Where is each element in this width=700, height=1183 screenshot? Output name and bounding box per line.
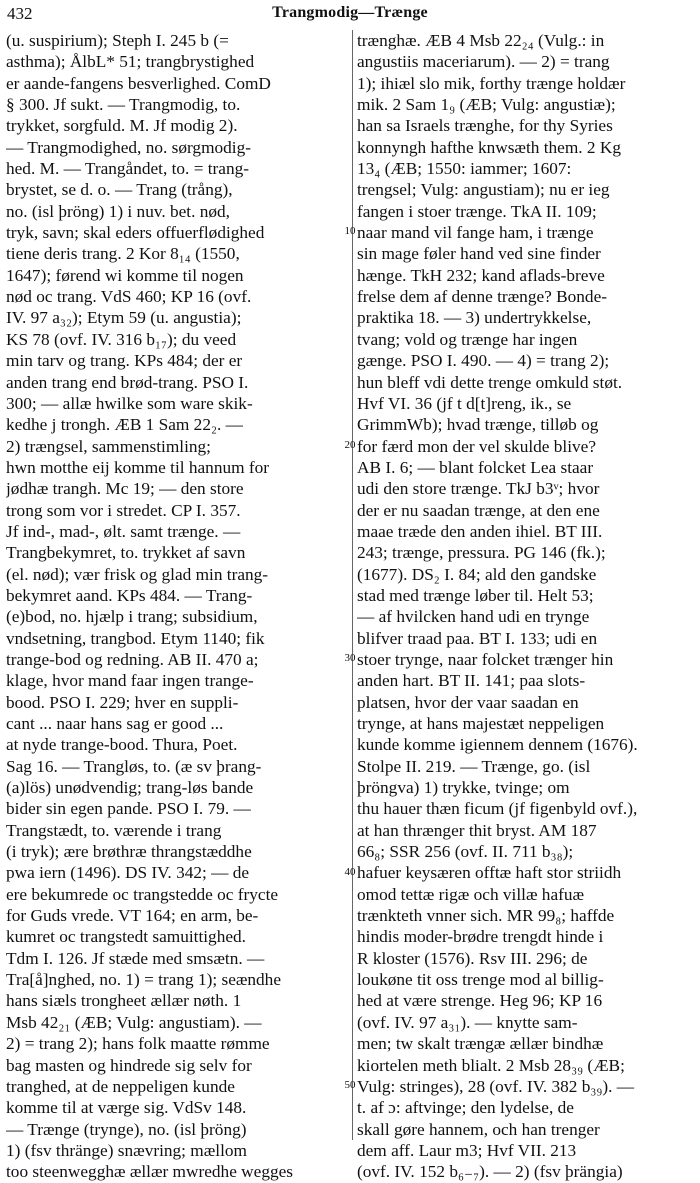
left-column-line: 300; — allæ hwilke som ware skik-: [6, 393, 253, 413]
left-column-line: tiene deris trang. 2 Kor 8₁₄ (1550,: [6, 244, 240, 264]
right-column-line: han sa Israels trænghe, for thy Syries: [357, 116, 613, 136]
left-column: [6, 30, 346, 1183]
left-column-line: Msb 42₂₁ (ÆB; Vulg: angustiam). —: [6, 1012, 262, 1032]
left-column-line: 2) = trang 2); hans folk maatte rømme: [6, 1034, 270, 1054]
left-column-line: (e)bod, no. hjælp i trang; subsidium,: [6, 607, 258, 627]
left-column-line: trange-bod og redning. AB II. 470 a;: [6, 649, 259, 669]
left-column-line: 1647); førend wi komme til nogen: [6, 265, 244, 285]
left-column-line: vndsetning, trangbod. Etym 1140; fik: [6, 628, 265, 648]
left-column-line: kumret oc trangstedt samuittighed.: [6, 927, 246, 947]
left-column-line: jødhæ trangh. Mc 19; — den store: [6, 479, 244, 499]
right-column-line: thu hauer thæn ficum (jf figenbyld ovf.),: [357, 799, 638, 819]
left-column-line: nød oc trang. VdS 460; KP 16 (ovf.: [6, 287, 252, 307]
right-column-line: hed at være strenge. Heg 96; KP 16: [357, 991, 603, 1011]
left-column-line: tryk, savn; skal eders offuerflødighed: [6, 223, 265, 243]
right-column-line: tvang; vold og trænge har ingen: [357, 329, 578, 349]
left-column-line: anden trang end brød-trang. PSO I.: [6, 372, 249, 392]
right-column-line: for færd mon der vel skulde blive?: [357, 436, 596, 456]
right-column-line: naar mand vil fange ham, i trænge: [357, 223, 594, 243]
right-column-line: angustiis maceriarum). — 2) = trang: [357, 52, 610, 72]
page-number: 432: [7, 4, 33, 23]
left-column-line: komme til at værge sig. VdSv 148.: [6, 1098, 247, 1118]
left-column-line: 1) (fsv thränge) snævring; mællom: [6, 1140, 247, 1160]
right-column-line: — af hvilcken hand udi en trynge: [357, 607, 590, 627]
right-column-line: stad med trænge løber til. Helt 53;: [357, 585, 594, 605]
right-column-line: loukøne tit oss trenge mod al billig-: [357, 970, 604, 990]
left-column-line: bood. PSO I. 229; hver en suppli-: [6, 692, 239, 712]
left-column-line: Jf ind-, mad-, ølt. samt trænge. —: [6, 521, 241, 541]
right-column-line: omod tettæ rigæ och villæ hafuæ: [357, 884, 585, 904]
right-column-line: trænghæ. ÆB 4 Msb 22₂₄ (Vulg.: in: [357, 31, 605, 50]
left-column-line: hans siæls trongheet ællær nøth. 1: [6, 991, 242, 1011]
left-column-line: Sag 16. — Trangløs, to. (æ sv þrang-: [6, 756, 262, 776]
left-column-line: hwn motthe eij komme til hannum for: [6, 457, 270, 477]
left-column-line: kedhe j trongh. ÆB 1 Sam 22₂. —: [6, 415, 243, 435]
left-column-line: at nyde trange-bood. Thura, Poet.: [6, 735, 238, 755]
left-column-line: trykket, sorgfuld. M. Jf modig 2).: [6, 116, 238, 136]
line-number: 40: [344, 865, 356, 878]
right-column-line: (ovf. IV. 152 b₆₋₇). — 2) (fsv þrängia): [357, 1162, 623, 1182]
right-column-line: Stolpe II. 219. — Trænge, go. (isl: [357, 756, 591, 776]
running-head: Trangmodig—Trænge: [272, 4, 428, 21]
right-column-line: trænkteth vnner sich. MR 99₈; haffde: [357, 906, 615, 926]
right-column-line: mik. 2 Sam 1₉ (ÆB; Vulg: angustiæ);: [357, 95, 616, 115]
right-column-line: men; tw skalt trængæ ællær bindhæ: [357, 1034, 604, 1054]
left-column-line: Trangbekymret, to. trykket af savn: [6, 543, 246, 563]
right-column-line: konnyngh hafthe knwsæth them. 2 Kg: [357, 137, 621, 157]
left-column-line: IV. 97 a₃₂); Etym 59 (u. angustia);: [6, 308, 242, 328]
left-column-line: klage, hvor mand faar ingen trange-: [6, 671, 254, 691]
right-column-line: Vulg: stringes), 28 (ovf. IV. 382 b₃₉). —: [357, 1076, 635, 1096]
right-column-line: stoer trynge, naar folcket trænger hin: [357, 649, 614, 669]
left-column-line: min tarv og trang. KPs 484; der er: [6, 351, 243, 371]
right-column-line: praktika 18. — 3) undertrykkelse,: [357, 308, 592, 328]
line-number: 50: [344, 1079, 356, 1092]
left-column-line: 2) trængsel, sammenstimling;: [6, 436, 211, 456]
right-column-line: (ovf. IV. 97 a₃₁). — knytte sam-: [357, 1012, 578, 1032]
left-column-line: asthma); ÅlbL* 51; trangbrystighed: [6, 52, 255, 72]
left-column-line: bag masten og hindrede sig selv for: [6, 1055, 252, 1075]
left-column-line: (u. suspirium); Steph I. 245 b (=: [6, 31, 229, 50]
left-column-line: (el. nød); vær frisk og glad min trang-: [6, 564, 269, 584]
left-column-line: § 300. Jf sukt. — Trangmodig, to.: [6, 95, 241, 115]
left-column-line: brystet, se d. o. — Trang (trång),: [6, 180, 233, 200]
right-column-line: 13₄ (ÆB; 1550: iammer; 1607:: [357, 159, 572, 179]
right-column-line: blifver traad paa. BT I. 133; udi en: [357, 628, 598, 648]
right-column-line: maae træde den anden ihiel. BT III.: [357, 521, 603, 541]
right-column-line: dem aff. Laur m3; Hvf VII. 213: [357, 1140, 577, 1160]
left-column-line: KS 78 (ovf. IV. 316 b₁₇); du veed: [6, 329, 237, 349]
right-column-line: sin mage føler hand ved sine finder: [357, 244, 601, 264]
left-column-line: er aande-fangens besverlighed. ComD: [6, 73, 271, 93]
left-column-line: (a)lös) unødvendig; trang-løs bande: [6, 778, 254, 798]
right-column-line: t. af ɔ: aftvinge; den lydelse, de: [357, 1098, 574, 1118]
left-column-line: too steenwegghæ ællær mwredhe wegges: [6, 1162, 294, 1182]
left-column-line: Tra[å]nghed, no. 1) = trang 1); seændhe: [6, 970, 281, 990]
right-column-line: kunde komme igiennem dennem (1676).: [357, 735, 638, 755]
right-column-line: AB I. 6; — blant folcket Lea staar: [357, 457, 594, 477]
right-column-line: trynge, at hans majestæt neppeligen: [357, 714, 605, 733]
right-column-line: kiortelen meth blialt. 2 Msb 28₃₉ (ÆB;: [357, 1055, 625, 1075]
left-column-line: trong som vor i stredet. CP I. 357.: [6, 500, 241, 520]
left-column-line: bider sin egen pande. PSO I. 79. —: [6, 799, 251, 819]
right-column-line: udi den store trænge. TkJ b3ᵛ; hvor: [357, 479, 600, 499]
right-column-line: R kloster (1576). Rsv III. 296; de: [357, 948, 588, 968]
right-column-line: skall gøre hannem, och han trenger: [357, 1119, 600, 1139]
right-column-line: gænge. PSO I. 490. — 4) = trang 2);: [357, 351, 610, 371]
right-column-line: GrimmWb); hvad trænge, tilløb og: [357, 415, 599, 435]
right-column-line: Hvf VI. 36 (jf t d[t]reng, ik., se: [357, 393, 572, 413]
left-column-line: cant ... naar hans sag er good ...: [6, 714, 224, 733]
line-number: 20: [344, 438, 356, 451]
right-column-line: at han thrænger thit bryst. AM 187: [357, 820, 597, 840]
right-column-line: fangen i stoer trænge. TkA II. 109;: [357, 201, 597, 221]
left-column-line: bekymret aand. KPs 484. — Trang-: [6, 585, 253, 605]
right-column-line: 1); ihiæl slo mik, forthy trænge holdær: [357, 73, 626, 93]
right-column-line: þröngva) 1) trykke, tvinge; om: [357, 778, 570, 798]
left-column-line: pwa iern (1496). DS IV. 342; — de: [6, 863, 250, 883]
right-column-line: platsen, hvor der vaar saadan en: [357, 692, 579, 712]
left-column-line: for Guds vrede. VT 164; en arm, be-: [6, 906, 259, 926]
right-column-line: (1677). DS₂ I. 84; ald den gandske: [357, 564, 597, 584]
left-column-line: hed. M. — Trangåndet, to. = trang-: [6, 159, 250, 179]
right-column-line: 243; trænge, pressura. PG 146 (fk.);: [357, 543, 606, 563]
right-column-line: hænge. TkH 232; kand aflads-breve: [357, 265, 605, 285]
left-column-line: (i tryk); ære brøthræ thrangstæddhe: [6, 842, 252, 862]
left-column-line: ere bekumrede oc trangstedde oc frycte: [6, 884, 279, 904]
right-column-line: 66₈; SSR 256 (ovf. II. 711 b₃₈);: [357, 842, 574, 862]
left-column-line: Trangstædt, to. værende i trang: [6, 820, 222, 840]
page-header: [0, 4, 700, 28]
line-number: 10: [344, 225, 356, 238]
column-rule: [352, 30, 353, 1140]
right-column-line: der er nu saadan trænge, at den ene: [357, 500, 600, 520]
right-column-line: hafuer keysæren offtæ haft stor striidh: [357, 863, 622, 883]
left-column-line: no. (isl þröng) 1) i nuv. bet. nød,: [6, 201, 230, 221]
left-column-line: — Trænge (trynge), no. (isl þröng): [6, 1119, 247, 1139]
right-column-line: frelse dem af denne trænge? Bonde-: [357, 287, 607, 307]
right-column-line: hindis moder-brødre trengdt hinde i: [357, 927, 604, 947]
right-column-line: hun bleff vdi dette trenge omkuld støt.: [357, 372, 623, 392]
left-column-line: tranghed, at de neppeligen kunde: [6, 1076, 235, 1096]
left-column-line: Tdm I. 126. Jf stæde med smsætn. —: [6, 948, 265, 968]
left-column-line: — Trangmodighed, no. sørgmodig-: [6, 137, 251, 157]
right-column-line: anden hart. BT II. 141; paa slots-: [357, 671, 586, 691]
line-number: 30: [344, 652, 356, 665]
right-column: [357, 30, 696, 1183]
right-column-line: trengsel; Vulg: angustiam); nu er ieg: [357, 180, 610, 200]
